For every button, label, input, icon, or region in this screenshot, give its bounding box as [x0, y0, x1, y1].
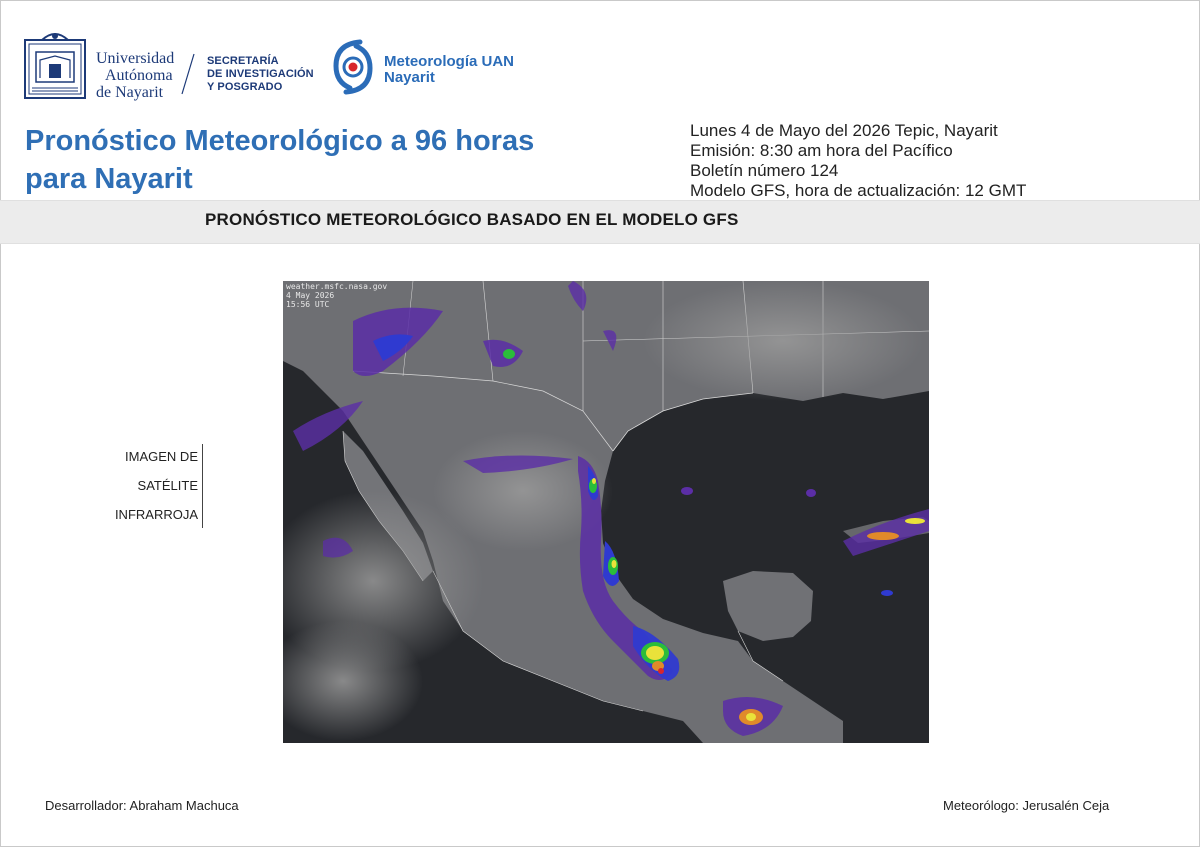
secretaria-line3: Y POSGRADO [207, 81, 283, 93]
university-name-line3: de Nayarit [96, 84, 164, 101]
satellite-source: weather.msfc.nasa.gov [286, 282, 388, 291]
satellite-label-line2: SATÉLITE [137, 478, 198, 493]
page-title-line1: Pronóstico Meteorológico a 96 horas [25, 125, 535, 157]
bulletin-model: Modelo GFS, hora de actualización: 12 GMT [690, 181, 1027, 200]
page-title-line2: para Nayarit [25, 163, 193, 195]
university-name [96, 50, 186, 101]
meteorologist-credit: Meteorólogo: Jerusalén Ceja [943, 798, 1110, 813]
developer-credit: Desarrollador: Abraham Machuca [45, 798, 239, 813]
section-title: PRONÓSTICO METEOROLÓGICO BASADO EN EL MODELO GFS [205, 210, 739, 229]
bulletin-number: Boletín número 124 [690, 161, 839, 180]
meteorologia-line2: Nayarit [384, 69, 435, 86]
bulletin-date-place: Lunes 4 de Mayo del 2026 Tepic, Nayarit [690, 121, 998, 140]
meteorologia-line1: Meteorología UAN [384, 53, 515, 70]
university-name-line1: Universidad [96, 50, 175, 67]
satellite-label-line3: INFRARROJA [114, 507, 198, 522]
university-name-line2: Autónoma [105, 67, 173, 84]
satellite-time: 15:56 UTC [286, 300, 330, 309]
divider-slash [180, 52, 196, 96]
satellite-map-graphic [283, 281, 929, 743]
secretaria-line1: SECRETARÍA [207, 55, 279, 67]
satellite-label-line1: IMAGEN DE [125, 449, 198, 464]
secretaria-name [207, 55, 314, 94]
bulletin-info [690, 121, 1170, 201]
university-seal-icon [22, 30, 88, 102]
satellite-timestamp [286, 282, 387, 309]
bulletin-emission: Emisión: 8:30 am hora del Pacífico [690, 141, 953, 160]
satellite-label [80, 442, 198, 529]
meteorologia-name [384, 54, 514, 86]
page-title [25, 122, 625, 198]
satellite-date: 4 May 2026 [286, 291, 335, 300]
satellite-label-rule [202, 444, 203, 528]
hurricane-logo-icon [330, 36, 376, 98]
satellite-infrared-image [283, 281, 929, 743]
secretaria-line2: DE INVESTIGACIÓN [207, 68, 314, 80]
